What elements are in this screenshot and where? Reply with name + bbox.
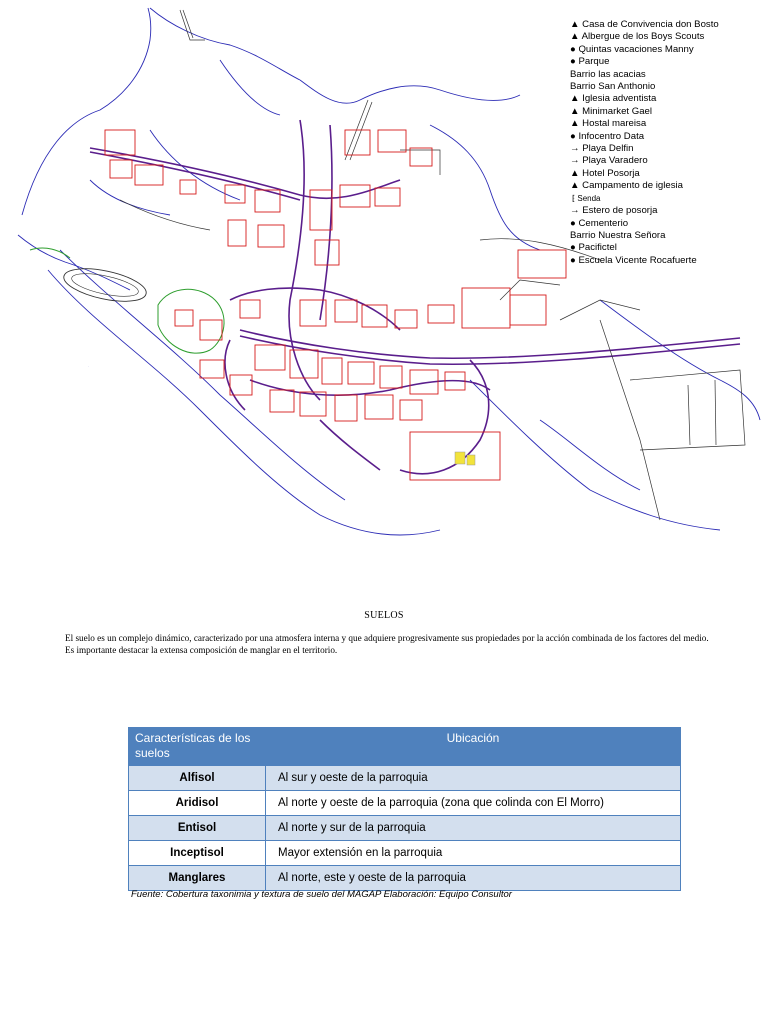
legend-label: Hotel Posorja xyxy=(582,167,640,179)
legend-marker-icon: ▲ xyxy=(570,19,580,30)
table-row xyxy=(129,816,681,841)
legend-item xyxy=(570,193,760,205)
legend-item xyxy=(570,81,760,93)
column-header: Características de los suelos xyxy=(129,728,266,766)
legend-marker-icon: ▲ xyxy=(570,180,580,192)
location-cell: Al sur y oeste de la parroquia xyxy=(266,766,681,791)
legend-item xyxy=(570,143,760,155)
legend-label: Quintas vacaciones Manny xyxy=(578,43,694,55)
legend-item xyxy=(570,93,760,105)
lagoon-shape xyxy=(61,263,149,308)
table-row xyxy=(129,791,681,816)
legend-item xyxy=(570,230,760,242)
legend-label: Senda xyxy=(577,193,601,203)
legend-marker-icon: → xyxy=(570,143,580,155)
legend-item xyxy=(570,56,760,68)
soil-type-cell: Entisol xyxy=(129,816,266,841)
legend-label: Parque xyxy=(578,56,610,68)
location-cell: Al norte, este y oeste de la parroquia xyxy=(266,866,681,891)
soil-type-cell: Alfisol xyxy=(129,766,266,791)
table-row xyxy=(129,866,681,891)
location-cell: Al norte y oeste de la parroquia (zona que colinda con El Morro) xyxy=(266,791,681,816)
legend-marker-icon: ▲ xyxy=(570,93,580,105)
legend-item xyxy=(570,168,760,180)
legend-marker-icon: ● xyxy=(570,56,576,68)
legend-label: Barrio Nuestra Señora xyxy=(570,229,666,241)
legend-marker-icon: ● xyxy=(570,43,576,55)
legend-item xyxy=(570,242,760,254)
location-cell: Al norte y sur de la parroquia xyxy=(266,816,681,841)
legend-item xyxy=(570,31,760,43)
legend-label: Escuela Vicente Rocafuerte xyxy=(578,254,697,266)
legend-marker-icon: → xyxy=(570,155,580,167)
soil-type-cell: Aridisol xyxy=(129,791,266,816)
soil-type-cell: Manglares xyxy=(129,866,266,891)
section-paragraph: El suelo es un complejo dinámico, caracterizado por una atmosfera interna y que adquiere progresivamente sus propiedades por la acción combinada de los factores del medio. Es importante destacar la extensa composición de manglar en el territorio. xyxy=(65,633,709,655)
legend-label: Estero de posorja xyxy=(582,205,658,217)
legend-item xyxy=(570,131,760,143)
legend-marker-icon: ▲ xyxy=(570,31,580,43)
legend-marker-icon: ▲ xyxy=(570,167,580,179)
legend-marker-icon: → xyxy=(570,205,580,217)
source-note: Fuente: Cobertura taxonimia y textura de suelo del MAGAP Elaboración: Equipo Consultor xyxy=(131,889,512,900)
table-row xyxy=(129,841,681,866)
location-cell: Mayor extensión en la parroquia xyxy=(266,841,681,866)
legend-label: Minimarket Gael xyxy=(582,105,653,117)
legend-item xyxy=(570,106,760,118)
legend-marker-icon: ⁅ xyxy=(572,193,576,203)
legend-label: Playa Delfin xyxy=(582,143,634,155)
map-legend xyxy=(570,19,760,267)
column-header: Ubicación xyxy=(266,728,681,766)
legend-item xyxy=(570,180,760,192)
legend-item xyxy=(570,118,760,130)
legend-marker-icon: ▲ xyxy=(570,105,580,117)
map-place-label: . xyxy=(88,364,89,368)
legend-marker-icon: ● xyxy=(570,217,576,229)
section-title: SUELOS xyxy=(364,610,404,621)
table-header-row xyxy=(129,728,681,766)
legend-label: Hostal mareisa xyxy=(582,118,647,130)
green-zones xyxy=(30,248,224,353)
legend-marker-icon: ▲ xyxy=(570,118,580,130)
legend-item xyxy=(570,19,760,31)
legend-marker-icon: ● xyxy=(570,254,576,266)
legend-label: Barrio las acacias xyxy=(570,68,646,80)
legend-label: Campamento de iglesia xyxy=(582,180,683,192)
lot-outlines xyxy=(105,130,566,480)
legend-label: Casa de Convivencia don Bosto xyxy=(582,19,719,30)
soil-table xyxy=(128,727,680,891)
table-row xyxy=(129,766,681,791)
legend-label: Playa Varadero xyxy=(582,155,648,167)
legend-item xyxy=(570,218,760,230)
legend-marker-icon: ● xyxy=(570,130,576,142)
legend-label: Pacifictel xyxy=(578,242,617,254)
legend-label: Barrio San Anthonio xyxy=(570,81,656,93)
legend-item xyxy=(570,255,760,267)
legend-item xyxy=(570,69,760,81)
legend-label: Cementerio xyxy=(578,217,629,229)
legend-label: Infocentro Data xyxy=(578,130,645,142)
legend-item xyxy=(570,155,760,167)
soil-type-cell: Inceptisol xyxy=(129,841,266,866)
legend-marker-icon: ● xyxy=(570,242,576,254)
legend-label: Albergue de los Boys Scouts xyxy=(581,31,705,43)
legend-label: Iglesia adventista xyxy=(582,93,657,105)
legend-item xyxy=(570,205,760,217)
yellow-feature xyxy=(455,452,475,465)
legend-item xyxy=(570,44,760,56)
